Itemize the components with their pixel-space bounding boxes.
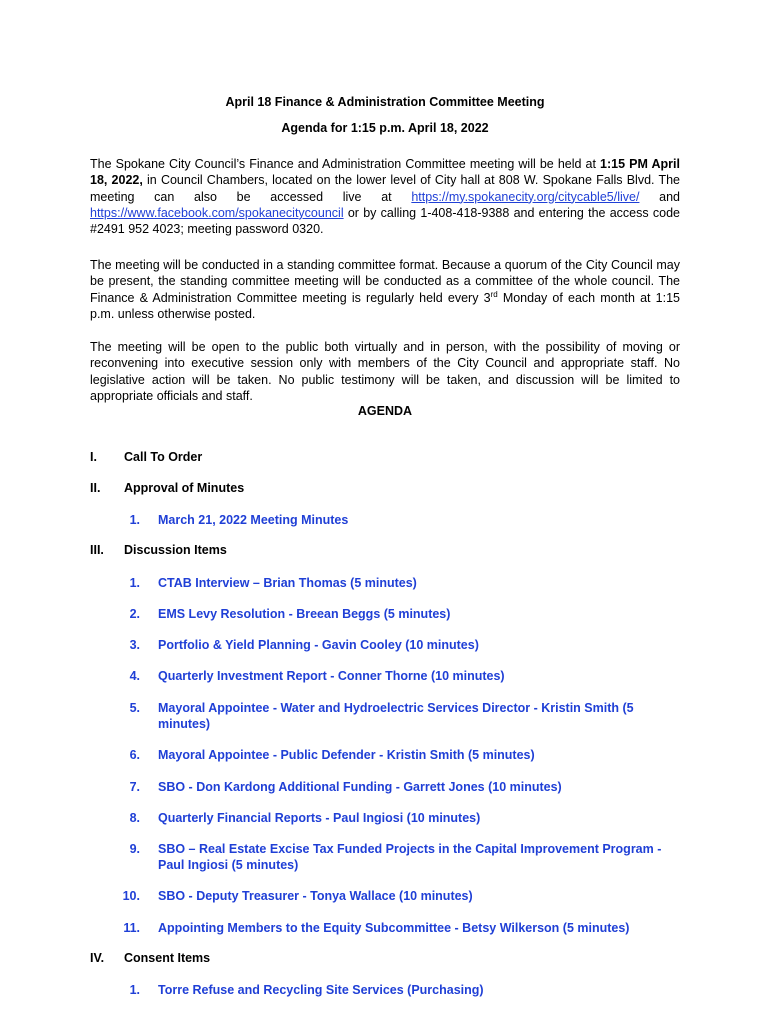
item-number: 10. (122, 889, 140, 903)
p1-text-a: The Spokane City Council’s Finance and Administration Committee meeting will be held at (90, 157, 601, 171)
item-text: Appointing Members to the Equity Subcommittee - Betsy Wilkerson (5 minutes) (158, 921, 630, 935)
section-label: Approval of Minutes (124, 481, 245, 495)
item-text: Mayoral Appointee - Water and Hydroelectric Services Director - Kristin Smith (5 minutes) (158, 701, 634, 731)
item-number: 1. (129, 513, 140, 527)
item-number: 9. (129, 842, 140, 856)
p1-text-d: and (639, 189, 680, 204)
section-label: Discussion Items (124, 543, 227, 557)
item-number: 2. (129, 607, 140, 621)
p1-text-c: in Council Chambers, located on the lower level of City hall at 808 W. Spokane Falls Blvd. The meeting can also be accessed live at (90, 173, 680, 204)
item-number: 5. (129, 701, 140, 715)
item-text: March 21, 2022 Meeting Minutes (158, 513, 349, 527)
agenda-subtitle: Agenda for 1:15 p.m. April 18, 2022 (281, 121, 489, 135)
paragraph-format (90, 257, 680, 322)
paragraph-meeting-details (90, 156, 680, 237)
section-number: III. (90, 543, 104, 557)
citycable5-link[interactable]: https://my.spokanecity.org/citycable5/live/ (411, 189, 640, 204)
item-text: SBO - Deputy Treasurer - Tonya Wallace (10 minutes) (158, 889, 473, 903)
section-number: IV. (90, 951, 105, 965)
meeting-title: April 18 Finance & Administration Committee Meeting (225, 95, 545, 109)
item-text: Quarterly Financial Reports - Paul Ingiosi (10 minutes) (158, 811, 481, 825)
p1-date-bold: 1:15 PM April 18, 2022, (90, 157, 680, 188)
item-text: Portfolio & Yield Planning - Gavin Cooley (10 minutes) (158, 638, 479, 652)
section-label: Consent Items (124, 951, 211, 965)
item-text: EMS Levy Resolution - Breean Beggs (5 minutes) (158, 607, 451, 621)
item-number: 1. (129, 983, 140, 997)
p2-superscript: rd (490, 289, 498, 299)
section-label: Call To Order (124, 450, 203, 464)
p2-text-a: The meeting will be conducted in a standing committee format. Because a quorum of the City Council may be present, the standing committee meeting will be conducted as a committee of the whole council. The Finance & Administration Committee meeting is regularly held every 3 (90, 258, 680, 305)
p1-text-e: or by calling 1-408-418-9388 and entering the access code #2491 952 4023; meeting password 0320. (90, 205, 680, 237)
item-number: 7. (129, 780, 140, 794)
item-number: 6. (129, 748, 140, 762)
section-number: I. (90, 450, 97, 464)
paragraph-public-access: The meeting will be open to the public both virtually and in person, with the possibility of moving or reconvening into executive session only with members of the City Council and appropriate staff. No legislative action will be taken. No public testimony will be taken, and discussion will be limited to appropriate officials and staff. (90, 340, 680, 403)
item-number: 1. (129, 576, 140, 590)
p2-text-b: Monday of each month at 1:15 p.m. unless otherwise posted. (90, 290, 680, 321)
item-text: Mayoral Appointee - Public Defender - Kristin Smith (5 minutes) (158, 748, 535, 762)
item-text: Torre Refuse and Recycling Site Services (Purchasing) (158, 983, 484, 997)
section-number: II. (90, 481, 101, 495)
facebook-link[interactable]: https://www.facebook.com/spokanecitycouncil (90, 205, 344, 220)
item-number: 8. (129, 811, 140, 825)
item-number: 4. (129, 669, 140, 683)
item-text: SBO – Real Estate Excise Tax Funded Projects in the Capital Improvement Program - Paul Ingiosi (5 minutes) (158, 842, 662, 872)
item-number: 11. (123, 921, 140, 935)
item-number: 3. (129, 638, 140, 652)
agenda-heading: AGENDA (357, 404, 413, 418)
item-text: CTAB Interview – Brian Thomas (5 minutes) (158, 576, 417, 590)
item-text: SBO - Don Kardong Additional Funding - Garrett Jones (10 minutes) (158, 780, 562, 794)
item-text: Quarterly Investment Report - Conner Thorne (10 minutes) (158, 669, 505, 683)
